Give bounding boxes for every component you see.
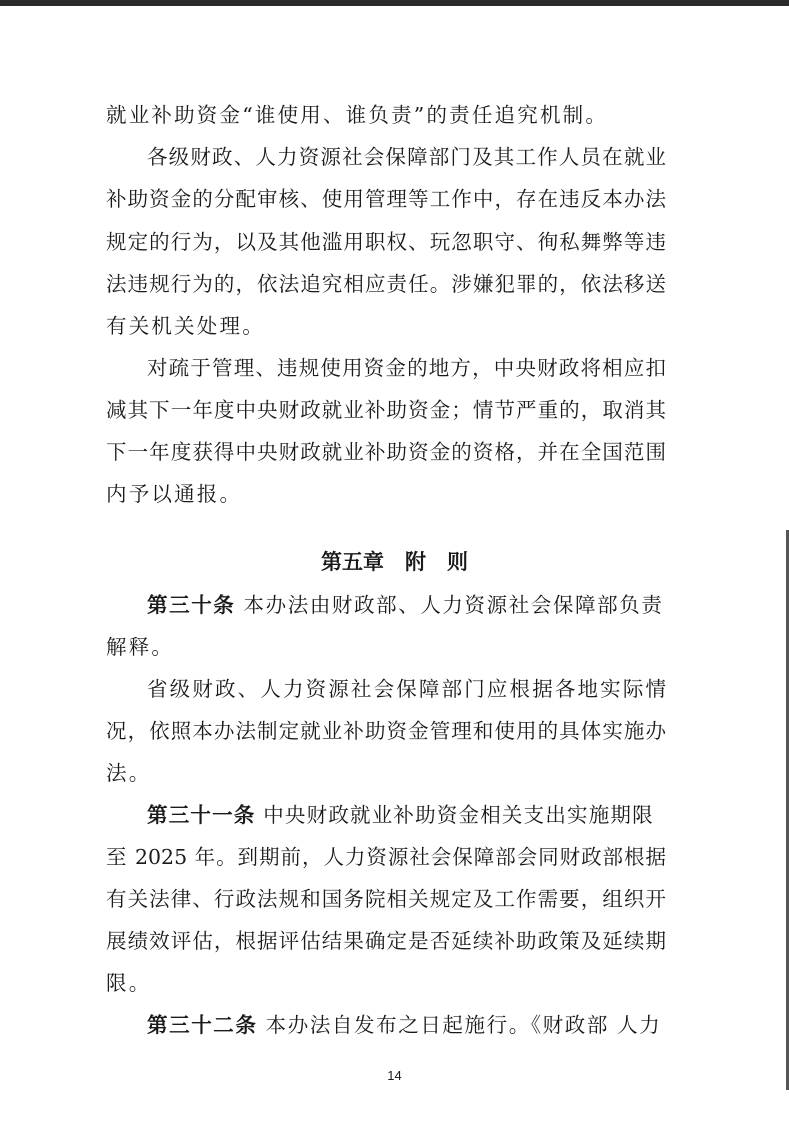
text-line: 补助资金的分配审核、使用管理等工作中，存在违反本办法 (106, 187, 666, 211)
paragraph-start: 对疏于管理、违规使用资金的地方，中央财政将相应扣 (147, 356, 666, 380)
text-line: 就业补助资金“谁使用、谁负责”的责任追究机制。 (106, 103, 609, 127)
text-line: 解释。 (106, 635, 175, 659)
article-30-first-line (147, 590, 666, 620)
article-text: 本办法自发布之日起施行。《财政部 人力 (265, 1013, 662, 1037)
paragraph-start: 各级财政、人力资源社会保障部门及其工作人员在就业 (147, 145, 666, 169)
text-line: 法违规行为的，依法追究相应责任。涉嫌犯罪的，依法移送 (106, 272, 666, 296)
text-line: 展绩效评估，根据评估结果确定是否延续补助政策及延续期 (106, 929, 666, 953)
page-number: 14 (387, 1068, 402, 1083)
article-text: 中央财政就业补助资金相关支出实施期限 (263, 803, 654, 827)
scan-top-edge (0, 0, 789, 6)
article-text: 本办法由财政部、人力资源社会保障部负责 (243, 593, 664, 617)
text-line: 下一年度获得中央财政就业补助资金的资格，并在全国范围 (106, 440, 666, 464)
text-line: 内予以通报。 (106, 482, 243, 506)
text-line: 规定的行为，以及其他滥用职权、玩忽职守、徇私舞弊等违 (106, 230, 666, 254)
article-31-first-line (147, 800, 666, 830)
article-title: 第三十一条 (147, 803, 256, 827)
text-line: 至 2025 年。到期前，人力资源社会保障部会同财政部根据 (106, 845, 666, 869)
text-line: 限。 (106, 971, 152, 995)
chapter-heading: 第五章 附 则 (321, 550, 468, 574)
article-title: 第三十二条 (147, 1013, 258, 1037)
article-32-first-line (147, 1010, 666, 1040)
text-line: 减其下一年度中央财政就业补助资金；情节严重的，取消其 (106, 398, 666, 422)
text-line: 况，依照本办法制定就业补助资金管理和使用的具体实施办 (106, 719, 666, 743)
article-title: 第三十条 (147, 593, 236, 617)
text-line: 法。 (106, 761, 152, 785)
paragraph-start: 省级财政、人力资源社会保障部门应根据各地实际情 (147, 677, 666, 701)
text-line: 有关法律、行政法规和国务院相关规定及工作需要，组织开 (106, 887, 666, 911)
text-line: 有关机关处理。 (106, 314, 265, 338)
